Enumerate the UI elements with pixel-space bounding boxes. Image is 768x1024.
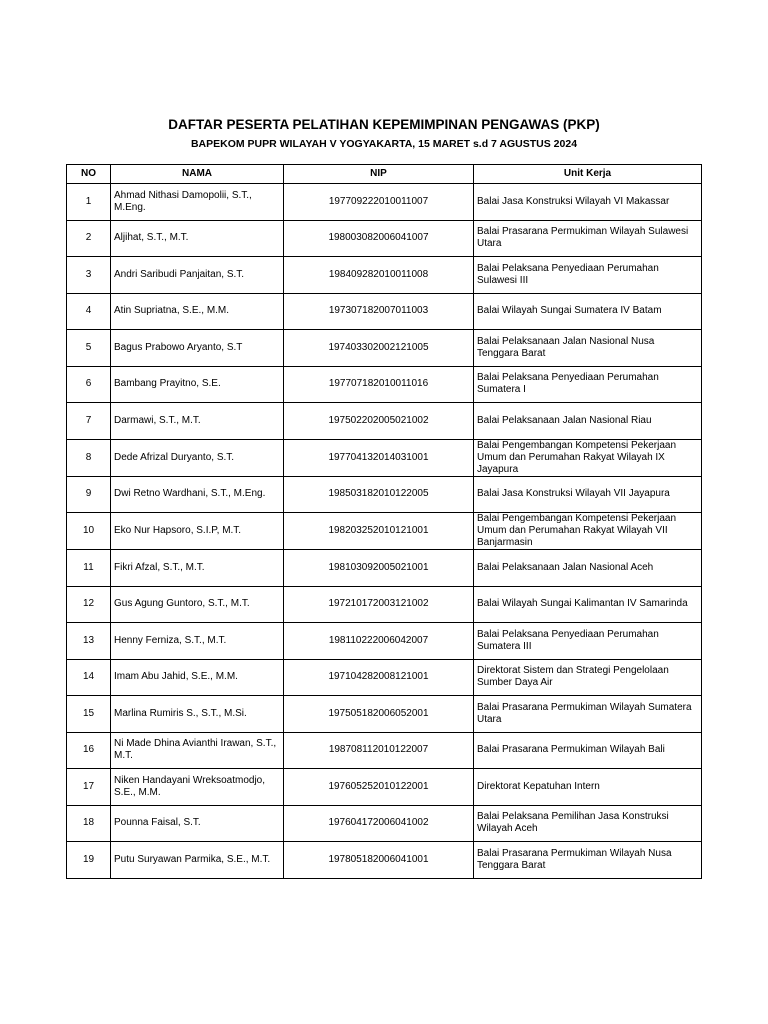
cell-no: 7	[67, 403, 111, 440]
cell-nip: 197403302002121005	[284, 330, 474, 367]
table-row	[67, 550, 702, 587]
cell-nama: Bagus Prabowo Aryanto, S.T	[111, 330, 284, 367]
cell-unit: Balai Wilayah Sungai Sumatera IV Batam	[474, 293, 702, 330]
cell-nip: 197704132014031001	[284, 439, 474, 476]
header-nip: NIP	[284, 165, 474, 184]
header-unit-kerja: Unit Kerja	[474, 165, 702, 184]
table-header-row	[67, 165, 702, 184]
cell-no: 10	[67, 513, 111, 550]
cell-unit: Balai Prasarana Permukiman Wilayah Nusa Tenggara Barat	[474, 842, 702, 879]
cell-nip: 198110222006042007	[284, 623, 474, 660]
document-subtitle: BAPEKOM PUPR WILAYAH V YOGYAKARTA, 15 MARET s.d 7 AGUSTUS 2024	[190, 138, 578, 150]
document-title: DAFTAR PESERTA PELATIHAN KEPEMIMPINAN PENGAWAS (PKP)	[168, 117, 600, 132]
cell-no: 1	[67, 184, 111, 221]
cell-no: 11	[67, 550, 111, 587]
cell-nip: 197605252010122001	[284, 769, 474, 806]
cell-no: 16	[67, 732, 111, 769]
cell-nip: 197709222010011007	[284, 184, 474, 221]
cell-nama: Marlina Rumiris S., S.T., M.Si.	[111, 696, 284, 733]
table-row	[67, 366, 702, 403]
cell-no: 2	[67, 220, 111, 257]
cell-nama: Dede Afrizal Duryanto, S.T.	[111, 439, 284, 476]
cell-nip: 197505182006052001	[284, 696, 474, 733]
cell-nama: Niken Handayani Wreksoatmodjo, S.E., M.M.	[111, 769, 284, 806]
cell-nama: Pounna Faisal, S.T.	[111, 805, 284, 842]
cell-unit: Balai Pelaksanaan Jalan Nasional Nusa Tenggara Barat	[474, 330, 702, 367]
cell-nip: 197104282008121001	[284, 659, 474, 696]
cell-unit: Balai Pengembangan Kompetensi Pekerjaan Umum dan Perumahan Rakyat Wilayah IX Jayapura	[474, 439, 702, 476]
cell-unit: Balai Jasa Konstruksi Wilayah VII Jayapura	[474, 476, 702, 513]
cell-no: 4	[67, 293, 111, 330]
cell-nip: 197805182006041001	[284, 842, 474, 879]
cell-nama: Bambang Prayitno, S.E.	[111, 366, 284, 403]
table-row	[67, 769, 702, 806]
participants-table	[66, 164, 702, 879]
cell-nama: Gus Agung Guntoro, S.T., M.T.	[111, 586, 284, 623]
cell-unit: Balai Wilayah Sungai Kalimantan IV Samarinda	[474, 586, 702, 623]
cell-nip: 198103092005021001	[284, 550, 474, 587]
cell-no: 6	[67, 366, 111, 403]
cell-unit: Balai Pelaksana Penyediaan Perumahan Sulawesi III	[474, 257, 702, 294]
cell-unit: Balai Prasarana Permukiman Wilayah Bali	[474, 732, 702, 769]
cell-unit: Balai Pelaksanaan Jalan Nasional Aceh	[474, 550, 702, 587]
table-row	[67, 732, 702, 769]
cell-nama: Henny Ferniza, S.T., M.T.	[111, 623, 284, 660]
cell-no: 8	[67, 439, 111, 476]
cell-nip: 198203252010121001	[284, 513, 474, 550]
cell-nama: Aljihat, S.T., M.T.	[111, 220, 284, 257]
table-row	[67, 476, 702, 513]
cell-nip: 197210172003121002	[284, 586, 474, 623]
table-row	[67, 842, 702, 879]
cell-unit: Balai Pelaksana Penyediaan Perumahan Sumatera III	[474, 623, 702, 660]
cell-no: 13	[67, 623, 111, 660]
cell-nip: 198409282010011008	[284, 257, 474, 294]
cell-unit: Balai Pelaksana Penyediaan Perumahan Sumatera I	[474, 366, 702, 403]
cell-nip: 197307182007011003	[284, 293, 474, 330]
cell-nama: Imam Abu Jahid, S.E., M.M.	[111, 659, 284, 696]
table-row	[67, 220, 702, 257]
cell-no: 15	[67, 696, 111, 733]
cell-no: 12	[67, 586, 111, 623]
cell-no: 9	[67, 476, 111, 513]
cell-nip: 197604172006041002	[284, 805, 474, 842]
cell-nip: 198708112010122007	[284, 732, 474, 769]
table-row	[67, 586, 702, 623]
cell-nama: Ni Made Dhina Avianthi Irawan, S.T., M.T.	[111, 732, 284, 769]
table-row	[67, 293, 702, 330]
cell-unit: Balai Pelaksanaan Jalan Nasional Riau	[474, 403, 702, 440]
table-row	[67, 623, 702, 660]
cell-unit: Direktorat Sistem dan Strategi Pengelolaan Sumber Daya Air	[474, 659, 702, 696]
cell-no: 5	[67, 330, 111, 367]
cell-unit: Balai Prasarana Permukiman Wilayah Sulawesi Utara	[474, 220, 702, 257]
header-no: NO	[67, 165, 111, 184]
cell-nama: Darmawi, S.T., M.T.	[111, 403, 284, 440]
cell-no: 3	[67, 257, 111, 294]
cell-nama: Fikri Afzal, S.T., M.T.	[111, 550, 284, 587]
table-row	[67, 659, 702, 696]
table-row	[67, 439, 702, 476]
table-row	[67, 257, 702, 294]
cell-nip: 198003082006041007	[284, 220, 474, 257]
cell-nama: Eko Nur Hapsoro, S.I.P, M.T.	[111, 513, 284, 550]
table-row	[67, 513, 702, 550]
cell-nip: 197707182010011016	[284, 366, 474, 403]
table-row	[67, 805, 702, 842]
cell-unit: Balai Pelaksana Pemilihan Jasa Konstruksi Wilayah Aceh	[474, 805, 702, 842]
table-row	[67, 696, 702, 733]
cell-unit: Balai Pengembangan Kompetensi Pekerjaan Umum dan Perumahan Rakyat Wilayah VII Banjarmasin	[474, 513, 702, 550]
cell-no: 19	[67, 842, 111, 879]
cell-nama: Ahmad Nithasi Damopolii, S.T., M.Eng.	[111, 184, 284, 221]
table-row	[67, 184, 702, 221]
cell-no: 14	[67, 659, 111, 696]
table-row	[67, 330, 702, 367]
cell-nip: 198503182010122005	[284, 476, 474, 513]
cell-nip: 197502202005021002	[284, 403, 474, 440]
header-nama: NAMA	[111, 165, 284, 184]
cell-nama: Andri Saribudi Panjaitan, S.T.	[111, 257, 284, 294]
cell-nama: Dwi Retno Wardhani, S.T., M.Eng.	[111, 476, 284, 513]
cell-nama: Atin Supriatna, S.E., M.M.	[111, 293, 284, 330]
cell-unit: Balai Jasa Konstruksi Wilayah VI Makassar	[474, 184, 702, 221]
cell-unit: Balai Prasarana Permukiman Wilayah Sumatera Utara	[474, 696, 702, 733]
table-row	[67, 403, 702, 440]
cell-unit: Direktorat Kepatuhan Intern	[474, 769, 702, 806]
cell-no: 17	[67, 769, 111, 806]
cell-no: 18	[67, 805, 111, 842]
cell-nama: Putu Suryawan Parmika, S.E., M.T.	[111, 842, 284, 879]
